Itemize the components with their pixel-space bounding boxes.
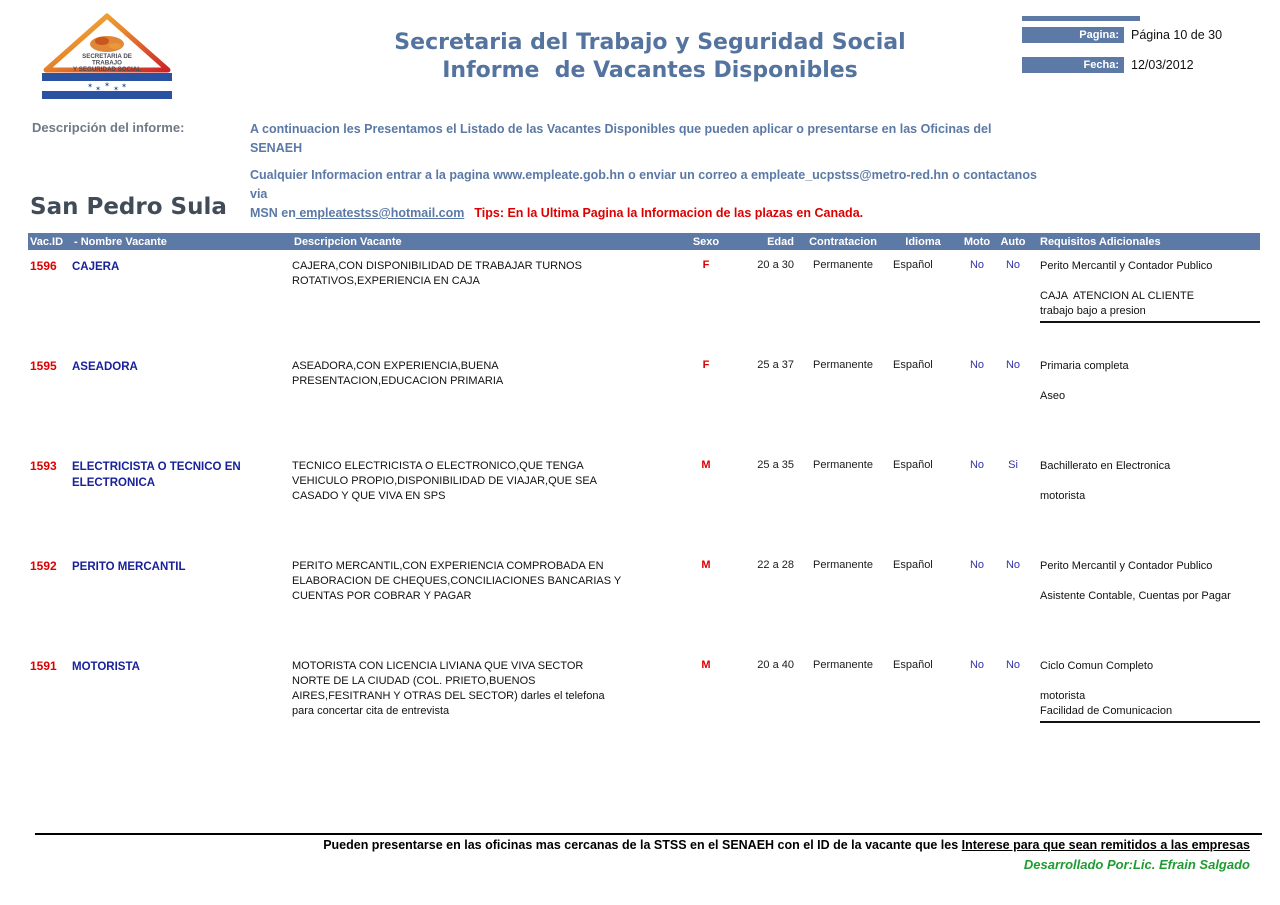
vacancy-sex: F bbox=[702, 359, 710, 371]
footer-divider bbox=[35, 833, 1262, 835]
vacancy-moto: No bbox=[969, 559, 985, 571]
description-line3 bbox=[250, 204, 1040, 223]
vacancy-description bbox=[292, 559, 682, 650]
vacancy-requirement-line: Bachillerato en Electronica bbox=[1040, 460, 1171, 472]
footer-note bbox=[323, 838, 1250, 852]
col-header-contratacion: Contratacion bbox=[809, 235, 877, 248]
vacancy-name bbox=[72, 459, 292, 550]
vacancy-sex: F bbox=[702, 259, 710, 271]
table-row bbox=[28, 250, 1260, 350]
city-section-title: San Pedro Sula bbox=[30, 194, 227, 220]
svg-text:✶: ✶ bbox=[104, 82, 110, 89]
footer-credit: Desarrollado Por:Lic. Efrain Salgado bbox=[1023, 857, 1250, 872]
vacancy-moto: No bbox=[969, 659, 985, 671]
vacancy-moto: No bbox=[969, 459, 985, 471]
vacancy-requirement-line bbox=[1040, 574, 1260, 589]
vacancy-rows bbox=[28, 250, 1260, 750]
table-row bbox=[28, 450, 1260, 550]
description-label: Descripción del informe: bbox=[32, 120, 185, 135]
vacancy-age: 25 a 37 bbox=[757, 359, 794, 371]
vacancy-id: 1595 bbox=[30, 359, 57, 373]
vacancy-contract: Permanente bbox=[813, 559, 873, 571]
table-row bbox=[28, 350, 1260, 450]
vacancy-name-line: ASEADORA bbox=[72, 361, 138, 373]
vacancy-requirements bbox=[1030, 559, 1260, 650]
vacancy-description-line: PERITO MERCANTIL,CON EXPERIENCIA COMPROBADA EN bbox=[292, 560, 604, 572]
vacancy-age: 20 a 30 bbox=[757, 259, 794, 271]
col-header-sexo: Sexo bbox=[692, 235, 720, 248]
vacancy-name-line: MOTORISTA bbox=[72, 661, 140, 673]
col-header-requisitos: Requisitos Adicionales bbox=[1040, 235, 1161, 248]
vacancy-requirement-line: Aseo bbox=[1040, 390, 1066, 402]
vacancy-description-line: ELABORACION DE CHEQUES,CONCILIACIONES BANCARIAS Y bbox=[292, 575, 622, 587]
vacancy-name-line: ELECTRICISTA O TECNICO EN bbox=[72, 461, 241, 473]
vacancy-sex: M bbox=[701, 659, 711, 671]
vacancy-name-line: ELECTRONICA bbox=[72, 477, 156, 489]
table-header bbox=[28, 233, 1260, 250]
vacancies-table bbox=[28, 233, 1260, 750]
col-header-edad: Edad bbox=[767, 235, 794, 248]
vacancy-requirement-line: Perito Mercantil y Contador Publico bbox=[1040, 560, 1213, 572]
col-header-vac-id: Vac.ID bbox=[30, 235, 64, 248]
vacancy-language: Español bbox=[893, 459, 933, 471]
vacancy-requirement-line: Perito Mercantil y Contador Publico bbox=[1040, 260, 1213, 272]
vacancy-contract: Permanente bbox=[813, 459, 873, 471]
vacancy-requirement-line bbox=[1040, 474, 1260, 489]
vacancy-language: Español bbox=[893, 359, 933, 371]
meta-partial-box bbox=[1022, 16, 1140, 21]
footer-note-normal: Pueden presentarse en las oficinas mas cercanas de la STSS en el SENAEH con el ID de la vacante que les bbox=[323, 838, 962, 852]
stss-logo-graphic bbox=[32, 10, 182, 105]
svg-text:✶: ✶ bbox=[121, 83, 127, 90]
svg-text:SECRETARIA DE: SECRETARIA DE bbox=[82, 53, 132, 60]
vacancy-id: 1593 bbox=[30, 459, 57, 473]
vacancy-id: 1596 bbox=[30, 259, 57, 273]
vacancy-name-line: PERITO MERCANTIL bbox=[72, 561, 186, 573]
report-title-line1: Secretaria del Trabajo y Seguridad Social bbox=[394, 30, 906, 55]
vacancy-language: Español bbox=[893, 659, 933, 671]
vacancy-description-line: ASEADORA,CON EXPERIENCIA,BUENA bbox=[292, 360, 499, 372]
logo-emblem bbox=[90, 36, 124, 52]
svg-text:Y SEGURIDAD SOCIAL: Y SEGURIDAD SOCIAL bbox=[73, 66, 141, 73]
col-header-moto: Moto bbox=[963, 235, 991, 248]
vacancy-description-line: PRESENTACION,EDUCACION PRIMARIA bbox=[292, 375, 504, 387]
vacancy-name bbox=[72, 659, 292, 750]
vacancy-requirement-line: Facilidad de Comunicacion bbox=[1040, 705, 1173, 717]
svg-text:✶: ✶ bbox=[87, 83, 93, 90]
vacancy-description-line: TECNICO ELECTRICISTA O ELECTRONICO,QUE TENGA bbox=[292, 460, 584, 472]
vacancy-requirement-line: motorista bbox=[1040, 690, 1086, 702]
vacancy-language: Español bbox=[893, 259, 933, 271]
col-header-idioma: Idioma bbox=[905, 235, 941, 248]
vacancy-requirements bbox=[1030, 359, 1260, 450]
vacancy-requirement-line bbox=[1040, 674, 1260, 689]
vacancy-name bbox=[72, 359, 292, 450]
table-row bbox=[28, 650, 1260, 750]
vacancy-description-line: VEHICULO PROPIO,DISPONIBILIDAD DE VIAJAR,QUE SEA bbox=[292, 475, 598, 487]
vacancy-requirement-line bbox=[1040, 374, 1260, 389]
vacancy-moto: No bbox=[969, 359, 985, 371]
vacancy-description bbox=[292, 359, 682, 450]
requirements-divider bbox=[1040, 721, 1260, 723]
fecha-value: 12/03/2012 bbox=[1131, 58, 1194, 72]
vacancy-auto: No bbox=[1005, 559, 1021, 571]
vacancy-description bbox=[292, 459, 682, 550]
vacancy-name bbox=[72, 259, 292, 350]
svg-text:✶: ✶ bbox=[95, 86, 101, 93]
vacancy-description bbox=[292, 659, 682, 750]
table-row bbox=[28, 550, 1260, 650]
pagina-value: Página 10 de 30 bbox=[1131, 28, 1223, 42]
stss-logo bbox=[32, 10, 182, 105]
description-text bbox=[250, 120, 1040, 223]
vacancy-requirements bbox=[1030, 459, 1260, 550]
vacancy-contract: Permanente bbox=[813, 659, 873, 671]
vacancy-requirement-line: trabajo bajo a presion bbox=[1040, 305, 1146, 317]
vacancy-requirement-line: Ciclo Comun Completo bbox=[1040, 660, 1154, 672]
vacancy-requirements bbox=[1030, 259, 1260, 350]
vacancy-sex: M bbox=[701, 459, 711, 471]
vacancy-requirement-line: Asistente Contable, Cuentas por Pagar bbox=[1040, 590, 1231, 602]
vacancy-requirements bbox=[1030, 659, 1260, 750]
vacancy-id: 1591 bbox=[30, 659, 57, 673]
vacancy-moto: No bbox=[969, 259, 985, 271]
footer-note-underlined: Interese para que sean remitidos a las empresas bbox=[961, 838, 1250, 852]
vacancy-age: 22 a 28 bbox=[757, 559, 794, 571]
report-title-line2: Informe de Vacantes Disponibles bbox=[442, 58, 858, 83]
vacancy-id: 1592 bbox=[30, 559, 57, 573]
vacancy-auto: No bbox=[1005, 259, 1021, 271]
vacancy-requirement-line: Primaria completa bbox=[1040, 360, 1129, 372]
vacancy-description-line: CUENTAS POR COBRAR Y PAGAR bbox=[292, 590, 472, 602]
vacancy-age: 20 a 40 bbox=[757, 659, 794, 671]
description-line1: A continuacion les Presentamos el Listado de las Vacantes Disponibles que pueden aplicar o presentarse en las Oficinas del SENAEH bbox=[250, 122, 992, 155]
vacancy-auto: No bbox=[1005, 359, 1021, 371]
vacancy-description-line: AIRES,FESITRANH Y OTRAS DEL SECTOR) darles el telefona bbox=[292, 690, 605, 702]
svg-text:TRABAJO: TRABAJO bbox=[92, 59, 122, 67]
vacancy-requirement-line: motorista bbox=[1040, 490, 1086, 502]
pagina-label-box: Pagina: bbox=[1022, 27, 1124, 43]
vacancy-sex: M bbox=[701, 559, 711, 571]
report-title bbox=[310, 29, 990, 85]
vacancy-age: 25 a 35 bbox=[757, 459, 794, 471]
vacancy-auto: Si bbox=[1008, 459, 1018, 471]
vacancy-description-line: MOTORISTA CON LICENCIA LIVIANA QUE VIVA SECTOR bbox=[292, 660, 584, 672]
col-header-nombre: - Nombre Vacante bbox=[74, 235, 167, 248]
vacancy-name-line: CAJERA bbox=[72, 261, 120, 273]
vacancy-requirement-line bbox=[1040, 274, 1260, 289]
vacancy-name bbox=[72, 559, 292, 650]
vacancy-auto: No bbox=[1005, 659, 1021, 671]
fecha-label-box: Fecha: bbox=[1022, 57, 1124, 73]
tips-text: Tips: En la Ultima Pagina la Informacion de las plazas en Canada. bbox=[474, 206, 864, 220]
svg-text:✶: ✶ bbox=[113, 86, 119, 93]
vacancy-language: Español bbox=[893, 559, 933, 571]
vacancy-contract: Permanente bbox=[813, 259, 873, 271]
email-link[interactable]: empleatestss@hotmail.com bbox=[295, 206, 465, 220]
vacancy-requirement-line: CAJA ATENCION AL CLIENTE bbox=[1040, 290, 1195, 302]
vacancy-description bbox=[292, 259, 682, 350]
vacancy-description-line: NORTE DE LA CIUDAD (COL. PRIETO,BUENOS bbox=[292, 675, 536, 687]
vacancy-description-line: ROTATIVOS,EXPERIENCIA EN CAJA bbox=[292, 275, 480, 287]
vacancy-description-line: para concertar cita de entrevista bbox=[292, 705, 450, 717]
col-header-auto: Auto bbox=[1000, 235, 1026, 248]
col-header-descripcion: Descripcion Vacante bbox=[294, 235, 402, 248]
vacancy-contract: Permanente bbox=[813, 359, 873, 371]
vacancy-description-line: CASADO Y QUE VIVA EN SPS bbox=[292, 490, 446, 502]
vacancy-description-line: CAJERA,CON DISPONIBILIDAD DE TRABAJAR TURNOS bbox=[292, 260, 582, 272]
msn-prefix: MSN en bbox=[250, 206, 296, 220]
description-line2: Cualquier Informacion entrar a la pagina www.empleate.gob.hn o enviar un correo a empleate_ucpstss@metro-red.hn o contactanos via bbox=[250, 168, 1037, 201]
requirements-divider bbox=[1040, 321, 1260, 323]
